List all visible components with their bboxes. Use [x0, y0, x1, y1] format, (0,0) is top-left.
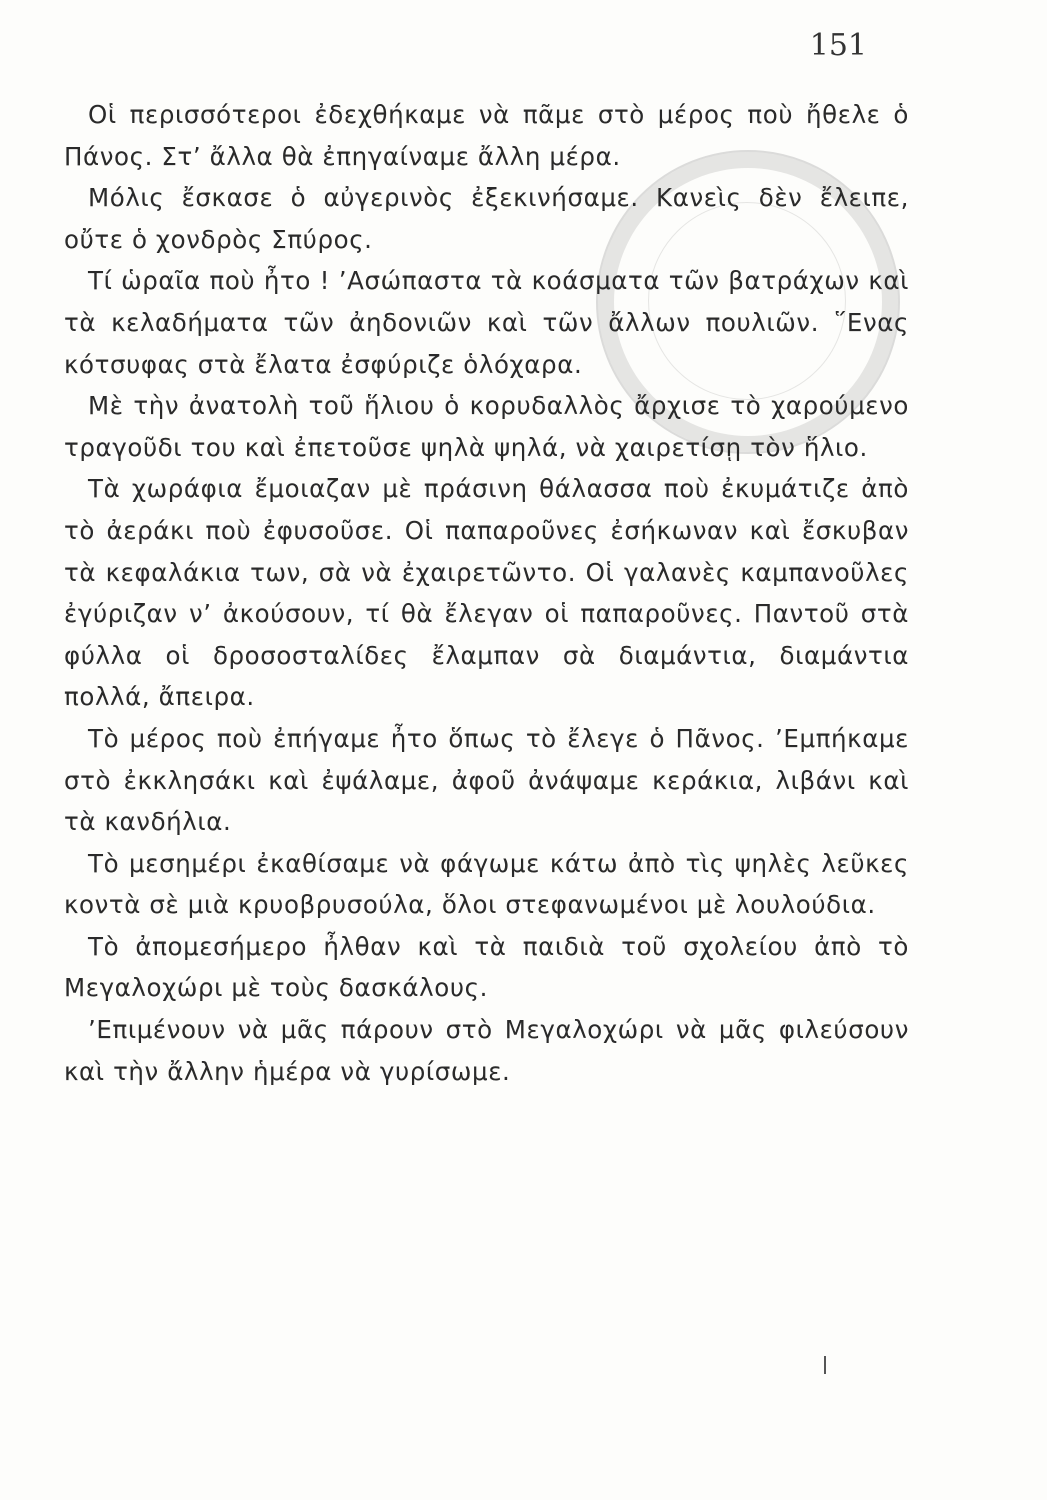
paragraph: Τὸ μέρος ποὺ ἐπήγαμε ἦτο ὅπως τὸ ἔλεγε ὁ Πᾶνος. ’Εμπήκαμε στὸ ἐκκλησάκι καὶ ἐψάλαμε, ἀφοῦ ἀνάψαμε κεράκια, λιβάνι καὶ τὰ κανδήλια.	[64, 723, 909, 837]
paragraph: Τί ὡραῖα ποὺ ἦτο ! ’Ασώπαστα τὰ κοάσματα τῶν βατράχων καὶ τὰ κελαδήματα τῶν ἀηδονιῶν καὶ τῶν ἄλλων πουλιῶν. ῞Ενας κότσυφας στὰ ἔλατα ἐσφύριζε ὁλόχαρα.	[64, 266, 909, 379]
body-text	[64, 94, 909, 1092]
paragraph: Μόλις ἔσκασε ὁ αὐγερινὸς ἐξεκινήσαμε. Κανεὶς δὲν ἔλειπε, οὔτε ὁ χονδρὸς Σπύρος.	[64, 183, 909, 254]
paragraph: Τὸ μεσημέρι ἐκαθίσαμε νὰ φάγωμε κάτω ἀπὸ τὶς ψηλὲς λεῦκες κοντὰ σὲ μιὰ κρυοβρυσούλα, ὅλοι στεφανωμένοι μὲ λουλούδια.	[64, 848, 909, 920]
paragraph: Τὸ ἀπομεσήμερο ἦλθαν καὶ τὰ παιδιὰ τοῦ σχολείου ἀπὸ τὸ Μεγαλοχώρι μὲ τοὺς δασκάλους.	[64, 931, 909, 1003]
paragraph: Οἱ περισσότεροι ἐδεχθήκαμε νὰ πᾶμε στὸ μέρος ποὺ ἤθελε ὁ Πάνος. Στ’ ἄλλα θὰ ἐπηγαίναμε ἄλλη μέρα.	[64, 100, 909, 171]
paragraph: Μὲ τὴν ἀνατολὴ τοῦ ἥλιου ὁ κορυδαλλὸς ἄρχισε τὸ χαρούμενο τραγοῦδι του καὶ ἐπετοῦσε ψηλὰ ψηλά, νὰ χαιρετίσῃ τὸν ἥλιο.	[64, 391, 909, 462]
paragraph: Τὰ χωράφια ἔμοιαζαν μὲ πράσινη θάλασσα ποὺ ἐκυμάτιζε ἀπὸ τὸ ἀεράκι ποὺ ἐφυσοῦσε. Οἱ παπαροῦνες ἐσήκωναν καὶ ἔσκυβαν τὰ κεφαλάκια των, σὰ νὰ ἐχαιρετῶντο. Οἱ γαλανὲς καμπανοῦλες ἐγύριζαν ν’ ἀκούσουν, τί θὰ ἔλεγαν οἱ παπαροῦνες. Παντοῦ στὰ φύλλα οἱ δροσοσταλίδες ἔλαμπαν σὰ διαμάντια, διαμάντια πολλά, ἄπειρα.	[64, 474, 909, 712]
ink-mark	[824, 1356, 826, 1374]
page-number: 151	[809, 28, 867, 63]
paragraph: ’Επιμένουν νὰ μᾶς πάρουν στὸ Μεγαλοχώρι νὰ μᾶς φιλεύσουν καὶ τὴν ἄλλην ἡμέρα νὰ γυρίσωμε.	[64, 1015, 909, 1086]
